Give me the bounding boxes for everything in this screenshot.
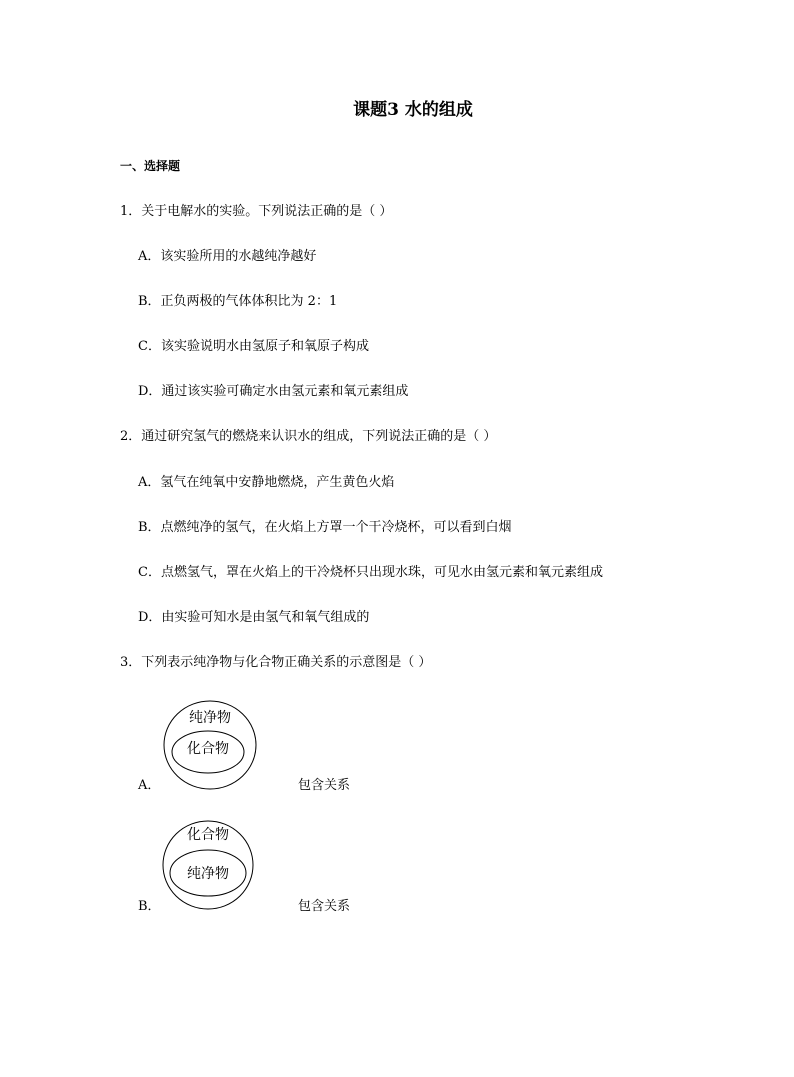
option-a-venn-svg <box>160 698 260 792</box>
question-1-option-a[interactable]: A．该实验所用的水越纯净越好 <box>138 249 317 264</box>
question-2-option-d[interactable]: D．由实验可知水是由氢气和氧气组成的 <box>138 610 370 625</box>
option-b-outer-label: 化合物 <box>187 827 229 843</box>
question-3-option-a-letter[interactable]: A． <box>138 778 161 793</box>
question-1-option-b[interactable]: B．正负两极的气体体积比为 2：1 <box>138 294 338 309</box>
question-2-stem: 2．通过研究氢气的燃烧来认识水的组成，下列说法正确的是（ ） <box>120 429 497 444</box>
option-a-inner-label: 化合物 <box>187 741 229 757</box>
question-3-stem: 3．下列表示纯净物与化合物正确关系的示意图是（ ） <box>120 655 432 670</box>
question-3-option-b-letter[interactable]: B． <box>138 899 161 914</box>
question-2-option-c[interactable]: C．点燃氢气，罩在火焰上的干冷烧杯只出现水珠，可见水由氢元素和氧元素组成 <box>138 565 603 580</box>
section-heading: 一、选择题 <box>120 159 181 173</box>
page-title: 课题3 水的组成 <box>353 100 473 120</box>
option-a-relation-label: 包含关系 <box>298 778 351 793</box>
option-b-venn-diagram[interactable] <box>160 818 260 912</box>
question-1-option-c[interactable]: C．该实验说明水由氢原子和氧原子构成 <box>138 339 369 354</box>
question-1-option-d[interactable]: D．通过该实验可确定水由氢元素和氧元素组成 <box>138 384 409 399</box>
option-a-outer-label: 纯净物 <box>189 710 231 726</box>
option-b-venn-svg <box>160 818 260 912</box>
option-b-inner-label: 纯净物 <box>187 866 229 882</box>
question-1-stem: 1．关于电解水的实验。下列说法正确的是（ ） <box>120 204 393 219</box>
option-b-relation-label: 包含关系 <box>298 899 351 914</box>
question-2-option-b[interactable]: B．点燃纯净的氢气，在火焰上方罩一个干冷烧杯，可以看到白烟 <box>138 520 512 535</box>
question-2-option-a[interactable]: A．氢气在纯氧中安静地燃烧，产生黄色火焰 <box>138 475 395 490</box>
option-a-venn-diagram[interactable] <box>160 698 260 792</box>
